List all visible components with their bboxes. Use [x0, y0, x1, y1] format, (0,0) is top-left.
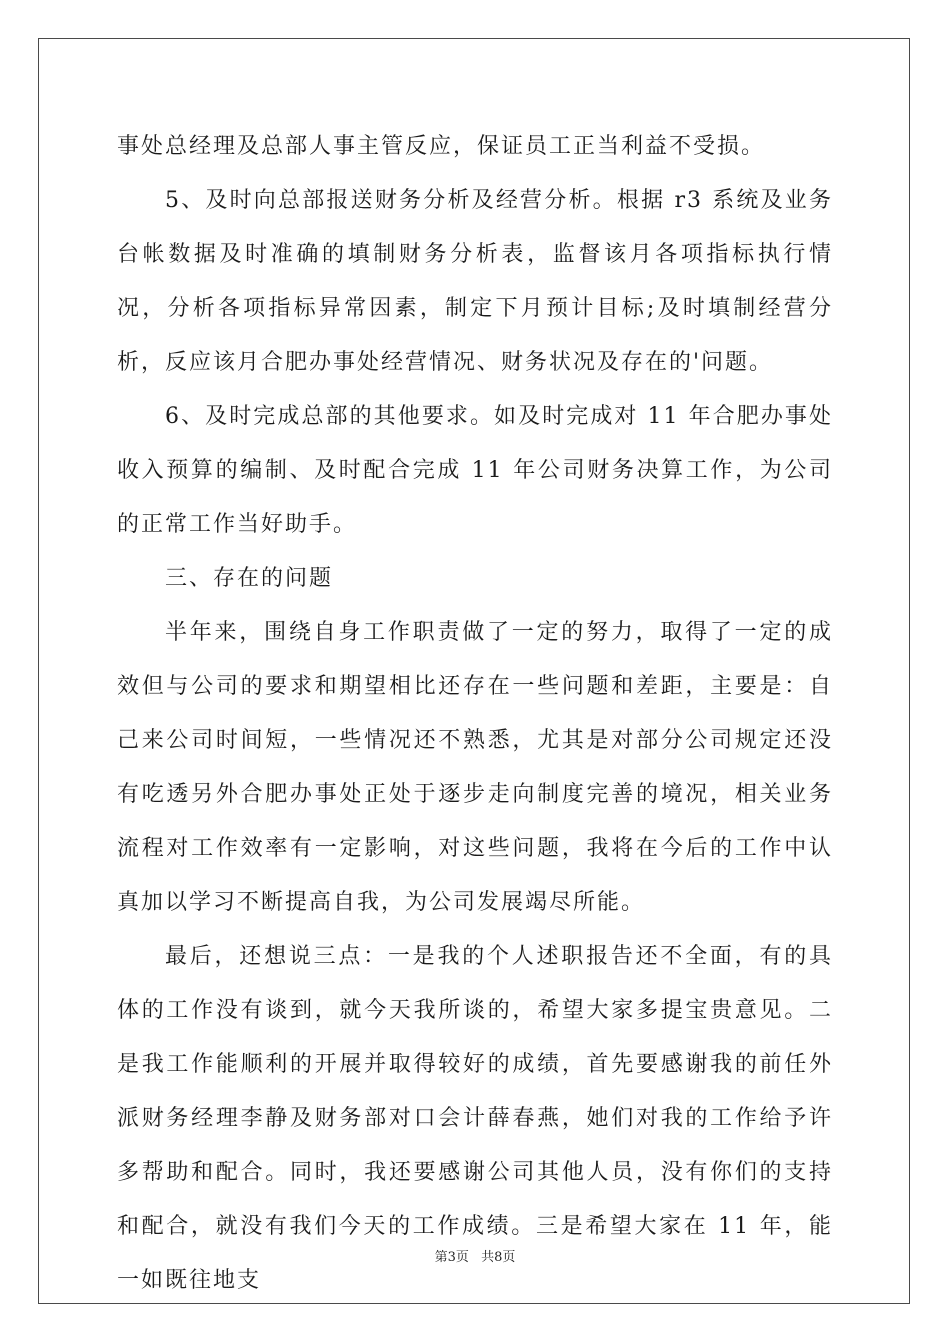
paragraph-5: 半年来，围绕自身工作职责做了一定的努力，取得了一定的成效但与公司的要求和期望相比还存在一些问题和差距，主要是：自己来公司时间短，一些情况还不熟悉，尤其是对部分公司规定还没有吃透另外合肥办事处正处于逐步走向制度完善的境况，相关业务流程对工作效率有一定影响，对这些问题，我将在今后的工作中认真加以学习不断提高自我，为公司发展竭尽所能。 — [117, 620, 833, 915]
paragraph-6: 最后，还想说三点：一是我的个人述职报告还不全面，有的具体的工作没有谈到，就今天我所谈的，希望大家多提宝贵意见。二是我工作能顺利的开展并取得较好的成绩，首先要感谢我的前任外派财务经理李静及财务部对口会计薛春燕，她们对我的工作给予许多帮助和配合。同时，我还要感谢公司其他人员，没有你们的支持和配合，就没有我们今天的工作成绩。三是希望大家在 11 年，能一如既往地支 — [117, 944, 833, 1293]
page-total: 共8页 — [481, 1250, 516, 1265]
paragraph-1: 事处总经理及总部人事主管反应，保证员工正当利益不受损。 — [117, 134, 766, 159]
section-heading: 三、存在的问题 — [165, 566, 334, 591]
paragraph-3: 6、及时完成总部的其他要求。如及时完成对 11 年合肥办事处收入预算的编制、及时配合完成 11 年公司财务决算工作，为公司的正常工作当好助手。 — [117, 404, 833, 537]
page-number: 第3页 — [434, 1250, 469, 1265]
page-footer — [0, 1246, 950, 1265]
paragraph-2: 5、及时向总部报送财务分析及经营分析。根据 r3 系统及业务台帐数据及时准确的填制财务分析表，监督该月各项指标执行情况，分析各项指标异常因素，制定下月预计目标;及时填制经营分析，反应该月合肥办事处经营情况、财务状况及存在的'问题。 — [117, 188, 833, 375]
document-body — [117, 120, 833, 1308]
